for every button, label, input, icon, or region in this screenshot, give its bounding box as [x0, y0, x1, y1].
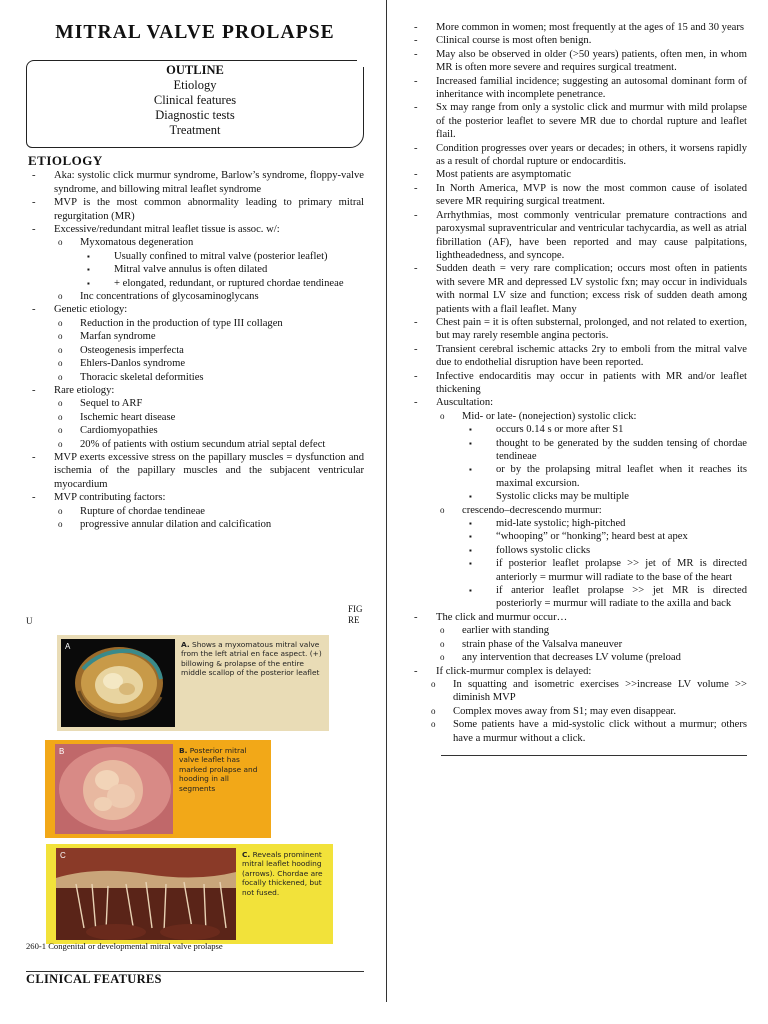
list-item: - The click and murmur occur… o earlier with standing o strain phase of the Valsalva maneuver o any intervention that decreases LV volume (preload: [409, 611, 747, 665]
list-item: o crescendo–decrescendo murmur: ▪ mid-late systolic; high-pitched ▪ “whooping” or “honking”; heard best at apex ▪ follows systolic clicks ▪ if posterior leaflet prolapse >> jet of MR is directed anteriorly = murmur will radiate to the base of the heart ▪ if anterior leaflet prolapse >> jet MR is directed posteriorly = murmur will radiate to the axilla and back: [408, 504, 747, 611]
list-item: o strain phase of the Valsalva maneuver: [440, 638, 623, 650]
list-item: - MVP contributing factors: o Rupture of chordae tendineae o progressive annular dilation and calcification: [26, 491, 364, 531]
svg-text:C: C: [60, 851, 66, 860]
list-item: - If click-murmur complex is delayed: o In squatting and isometric exercises >>increase LV volume >> diminish MVP o Complex moves away from S1; may even disappear. o Some patients have a mid-systolic click without a murmur; others have a murmur without a click.: [400, 665, 747, 745]
list-item: - Transient cerebral ischemic attacks 2ry to emboli from the mitral valve due to endothelial disruption have been reported.: [414, 343, 747, 369]
list-item: - Auscultation: o Mid- or late- (nonejection) systolic click: ▪ occurs 0.14 s or more after S1 ▪ thought to be generated by the sudden tensing of chordae tendineae ▪ or by the prolapsing mitral leaflet when it reaches its maximal excursion. ▪ Systolic clicks may be multiple o crescendo–decrescendo murmur: ▪ mid-late systolic; high-pitched ▪ “whooping” or “honking”; heard best at apex ▪ follows systolic clicks ▪ if posterior leaflet prolapse >> jet of MR is directed anteriorly = murmur will radiate to the base of the heart ▪ if anterior leaflet prolapse >> jet MR is directed posteriorly = murmur will radiate to the axilla and back: [409, 396, 747, 611]
list-item: - In North America, MVP is now the most common cause of isolated severe MR requiring surgical treatment.: [414, 182, 747, 208]
list-item: ▪ occurs 0.14 s or more after S1: [469, 424, 624, 436]
list-item: - Genetic etiology: o Reduction in the production of type III collagen o Marfan syndrome o Osteogenesis imperfecta o Ehlers-Danlos syndrome o Thoracic skeletal deformities: [26, 303, 364, 383]
list-item: o Ehlers-Danlos syndrome: [58, 358, 186, 370]
column-divider: [386, 0, 387, 1002]
list-item: ▪ or by the prolapsing mitral leaflet when it reaches its maximal excursion.: [469, 464, 747, 489]
etiology-heading: ETIOLOGY: [28, 153, 103, 168]
page-title: MITRAL VALVE PROLAPSE: [55, 22, 335, 43]
list-item: - More common in women; most frequently at the ages of 15 and 30 years: [414, 22, 745, 33]
outline-item: Clinical features: [153, 93, 237, 107]
svg-text:A: A: [65, 642, 71, 651]
list-item: - Clinical course is most often benign.: [414, 35, 592, 47]
figure-caption-b: B. Posterior mitral valve leaflet has marked prolapse and hooding in all segments: [179, 746, 258, 793]
list-item: o any intervention that decreases LV volume (preload: [440, 652, 681, 664]
outline-item: Treatment: [169, 123, 221, 137]
list-item: ▪ thought to be generated by the sudden tensing of chordae tendineae: [469, 437, 747, 462]
figure-caption-c: C. Reveals prominent mitral leaflet hooding (arrows). Chordae are focally thickened, but not fused.: [242, 850, 323, 897]
list-item: ▪ mid-late systolic; high-pitched: [469, 518, 626, 530]
list-item: ▪ if anterior leaflet prolapse >> jet MR is directed posteriorly = murmur will radiate to the axilla and back: [469, 585, 747, 610]
figure-panel-b: [45, 740, 271, 838]
list-item: - Condition progresses over years or decades; in others, it worsens rapidly as a result of chordal rupture or endocarditis.: [414, 142, 747, 168]
figure-caption-a: A. Shows a myxomatous mitral valve from the left atrial en face aspect. (+) billowing & prolapse of the entire middle scallop of the posterior leaflet: [181, 640, 322, 678]
list-item: o Inc concentrations of glycosaminoglycans: [58, 291, 259, 303]
list-item: o 20% of patients with ostium secundum atrial septal defect: [58, 438, 326, 450]
right-column: [409, 21, 747, 756]
figure-side-label: RE: [348, 615, 360, 625]
clinical-features-heading: CLINICAL FEATURES: [26, 972, 162, 986]
list-item: - Rare etiology: o Sequel to ARF o Ischemic heart disease o Cardiomyopathies o 20% of patients with ostium secundum atrial septal defect: [26, 384, 364, 451]
figure-side-label: U: [26, 616, 33, 626]
list-item: o earlier with standing: [440, 625, 550, 637]
etiology-list: [26, 169, 364, 531]
list-item: o Marfan syndrome: [58, 331, 156, 343]
clinical-list: [409, 21, 747, 745]
valve-image-c: [56, 848, 236, 940]
list-item: o Reduction in the production of type III collagen: [58, 317, 283, 329]
list-item: o Rupture of chordae tendineae: [58, 505, 206, 517]
list-item: ▪ “whooping” or “honking”; heard best at apex: [469, 531, 688, 543]
svg-text:B: B: [59, 747, 65, 756]
list-item: ▪ + elongated, redundant, or ruptured chordae tendineae: [87, 277, 344, 289]
list-item: o Some patients have a mid-systolic click without a murmur; others have a murmur without a click.: [431, 719, 747, 744]
list-item: - MVP is the most common abnormality leading to primary mitral regurgitation (MR): [32, 197, 364, 222]
figure-panel-c: [46, 844, 333, 944]
list-item: - Arrhythmias, most commonly ventricular premature contractions and paroxysmal supraventricular and ventricular tachycardia, as well as atrial fibrillation (AF), have been reported and may cause palpitations, lightheadedness, and syncope.: [414, 209, 747, 261]
list-item: o In squatting and isometric exercises >>increase LV volume >> diminish MVP: [431, 678, 747, 704]
list-item: ▪ if posterior leaflet prolapse >> jet of MR is directed anteriorly = murmur will radiate to the base of the heart: [469, 558, 747, 583]
list-item: - May also be observed in older (>50 years) patients, often men, in whom MR is often more severe and requires surgical treatment.: [414, 48, 747, 74]
list-item: - Sudden death = very rare complication; occurs most often in patients with severe MR and depressed LV systolic fxn; may occur in individuals with normal LV size and function; excess risk of sudden death among patients with a flail leaflet. Many: [414, 263, 747, 315]
list-item: - Most patients are asymptomatic: [414, 169, 572, 181]
list-item: o Myxomatous degeneration ▪ Usually confined to mitral valve (posterior leaflet) ▪ Mitral valve annulus is often dilated ▪ + elongated, redundant, or ruptured chordae tendineae: [26, 236, 364, 290]
list-item: ▪ follows systolic clicks: [469, 544, 591, 556]
outline-box: [26, 60, 364, 148]
list-item: - Infective endocarditis may occur in patients with MR and/or leaflet thickening: [414, 370, 747, 395]
list-item: - Increased familial incidence; suggesting an autosomal dominant form of inheritance with incomplete penetrance.: [414, 75, 747, 101]
list-item: ▪ Mitral valve annulus is often dilated: [87, 264, 268, 276]
list-item: - MVP exerts excessive stress on the papillary muscles = dysfunction and ischemia of the papillary muscles and the subjacent ventricular myocardium: [32, 451, 364, 490]
list-item: ▪ Usually confined to mitral valve (posterior leaflet): [87, 250, 328, 262]
valve-image-a: [61, 639, 175, 727]
figure-side-label: FIG: [348, 604, 363, 614]
list-item: o Ischemic heart disease: [58, 411, 176, 423]
list-item: - Sx may range from only a systolic click and murmur with mild prolapse of the posterior leaflet to severe MR due to chordal rupture and leaflet flail.: [414, 102, 747, 141]
figure: [26, 602, 364, 932]
outline-heading: OUTLINE: [166, 63, 224, 77]
section-rule: [441, 755, 747, 756]
list-item: - Chest pain = it is often substernal, prolonged, and not related to exertion, but may rarely resemble angina pectoris.: [414, 316, 747, 342]
list-item: - Excessive/redundant mitral leaflet tissue is assoc. w/: o Myxomatous degeneration ▪ Usually confined to mitral valve (posterior leaflet) ▪ Mitral valve annulus is often dilated ▪ + elongated, redundant, or ruptured chordae tendineae o Inc concentrations of glycosaminoglycans: [26, 223, 364, 303]
outline-item: Diagnostic tests: [155, 108, 235, 122]
figure-panel-a: [57, 635, 329, 731]
left-column: [26, 18, 364, 986]
valve-image-b: [55, 744, 173, 834]
list-item: - Aka: systolic click murmur syndrome, Barlow’s syndrome, floppy-valve syndrome, and billowing mitral leaflet syndrome: [32, 170, 364, 195]
list-item: o Cardiomyopathies: [58, 425, 158, 437]
list-item: o Mid- or late- (nonejection) systolic click: ▪ occurs 0.14 s or more after S1 ▪ thought to be generated by the sudden tensing of chordae tendineae ▪ or by the prolapsing mitral leaflet when it reaches its maximal excursion. ▪ Systolic clicks may be multiple: [408, 410, 747, 504]
list-item: o Osteogenesis imperfecta: [58, 344, 184, 356]
list-item: o Thoracic skeletal deformities: [58, 371, 204, 383]
list-item: ▪ Systolic clicks may be multiple: [469, 491, 629, 503]
outline-item: Etiology: [173, 78, 217, 92]
list-item: o Sequel to ARF: [58, 398, 143, 410]
list-item: o Complex moves away from S1; may even disappear.: [431, 705, 677, 717]
list-item: o progressive annular dilation and calcification: [58, 518, 272, 530]
figure-caption: 260-1 Congenital or developmental mitral valve prolapse: [26, 941, 223, 951]
